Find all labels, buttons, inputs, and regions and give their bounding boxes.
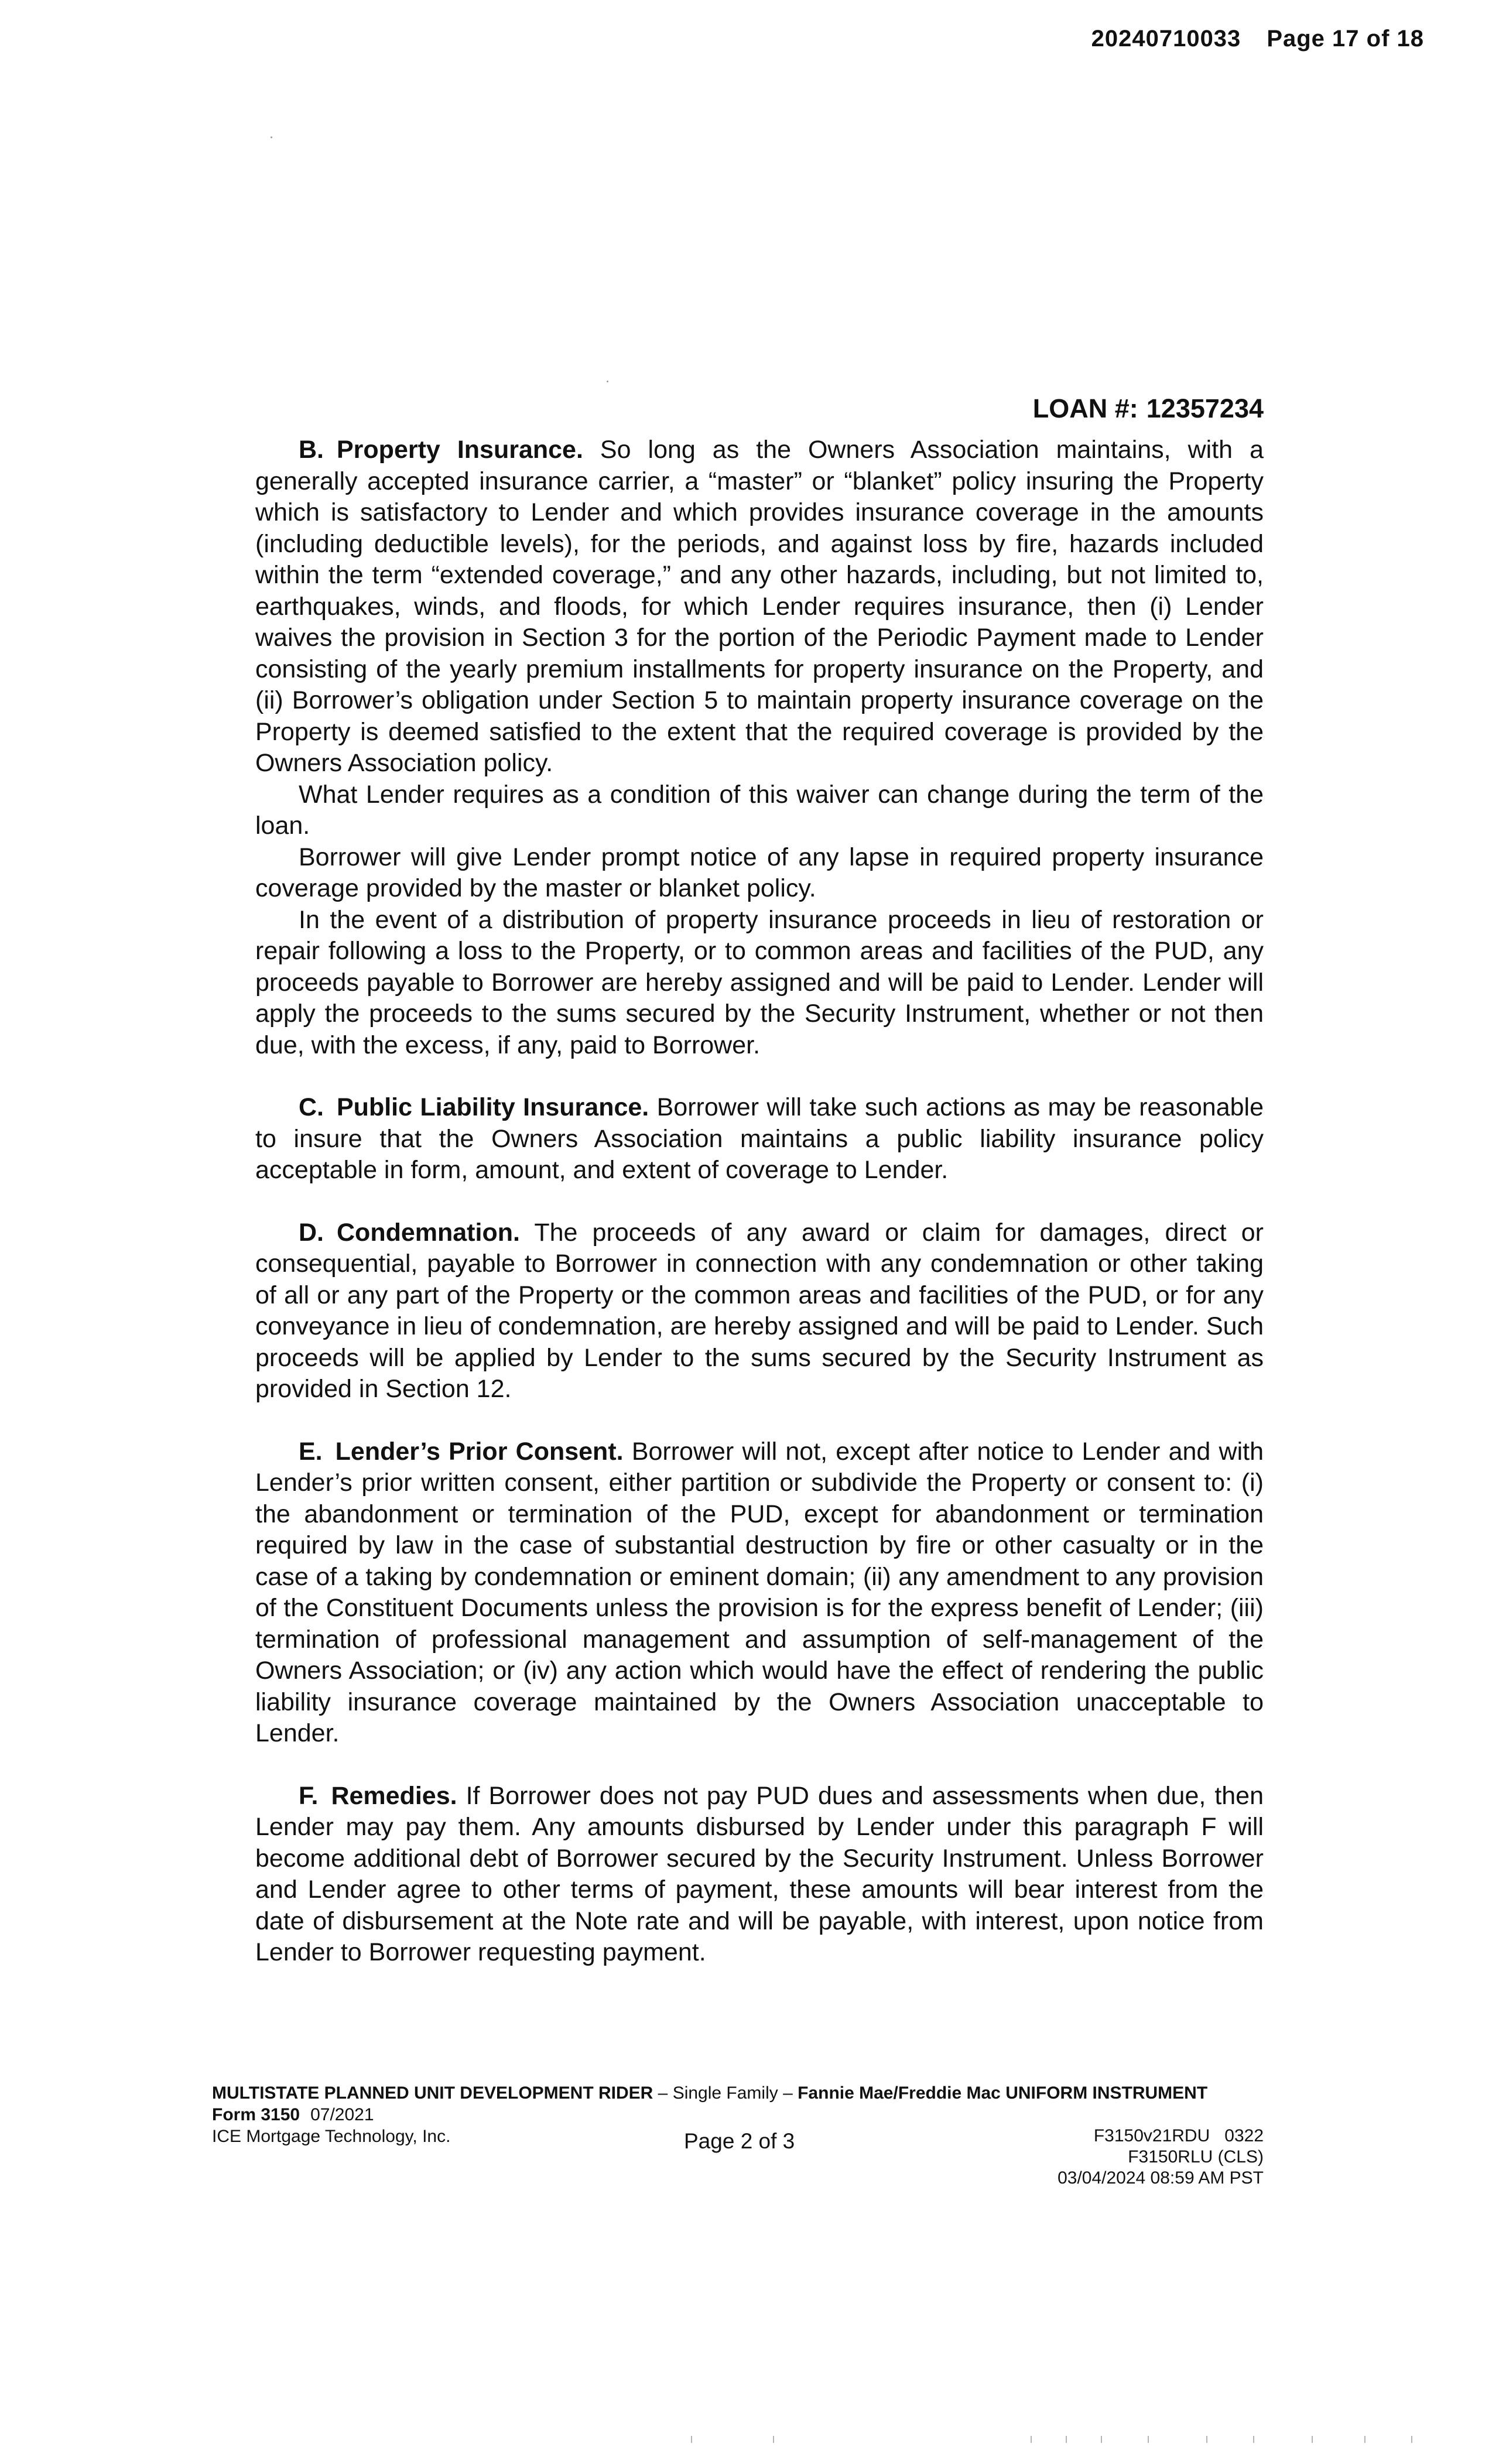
footer-title-family: Single Family — [672, 2083, 778, 2103]
section-text: So long as the Owners Association maintains, with a generally accepted insurance carrier, a “master” or “blanket” policy insuring the Property which is satisfactory to Lender and which provides insurance coverage in the amounts (including deductible levels), for the periods, and against loss by fire, hazards included within the term “extended coverage,” and any other hazards, including, but not limited to, earthquakes, winds, and floods, for which Lender requires insurance, then (i) Lender waives the provision in Section 3 for the portion of the Periodic Payment made to Lender consisting of the yearly premium installments for property insurance on the Property, and (ii) Borrower’s obligation under Section 5 to maintain property insurance coverage on the Property is deemed satisfied to the extent that the required coverage is provided by the Owners Association policy. — [255, 436, 1264, 777]
section-b-paragraph-4: In the event of a distribution of property insurance proceeds in lieu of restoration or repair following a loss to the Property, or to common areas and facilities of the PUD, any proceeds payable to Borrower are hereby assigned and will be paid to Lender. Lender will apply the proceeds to the sums secured by the Security Instrument, whether or not then due, with the excess, if any, paid to Borrower. — [255, 905, 1264, 1059]
footer-code-2: F3150RLU (CLS) — [1128, 2147, 1264, 2167]
footer-form-line — [212, 2104, 1264, 2126]
section-letter: C. — [299, 1093, 324, 1121]
section-letter: F. — [299, 1781, 319, 1810]
section-text: Borrower will take such actions as may be reasonable to insure that the Owners Association maintains a public liability insurance policy acceptable in form, amount, and extent of coverage to Lender. — [255, 1093, 1264, 1184]
footer-title — [212, 2082, 1264, 2104]
recording-header — [1091, 26, 1424, 52]
section-f-remedies — [255, 1781, 1264, 1969]
section-b-paragraph-2: What Lender requires as a condition of this waiver can change during the term of the loan. — [255, 780, 1264, 840]
loan-number — [1033, 393, 1264, 424]
section-d-condemnation — [255, 1217, 1264, 1405]
loan-number-label: LOAN #: — [1032, 393, 1138, 423]
section-heading: Condemnation. — [337, 1218, 520, 1247]
footer-timestamp: 03/04/2024 08:59 AM PST — [1057, 2168, 1264, 2188]
form-footer — [212, 2082, 1264, 2188]
section-heading: Property Insurance. — [337, 436, 583, 464]
section-text: If Borrower does not pay PUD dues and assessments when due, then Lender may pay them. Any amounts disbursed by Lender under this paragraph F will become additional debt of Borrower secured by the Security Instrument. Unless Borrower and Lender agree to other terms of payment, these amounts will bear interest from the date of disbursement at the Note rate and will be payable, with interest, upon notice from Lender to Borrower requesting payment. — [255, 1781, 1264, 1966]
section-c-public-liability-insurance — [255, 1092, 1264, 1186]
section-b-paragraph-3: Borrower will give Lender prompt notice of any lapse in required property insurance coverage provided by the master or blanket policy. — [255, 843, 1264, 902]
scan-speck — [271, 136, 272, 138]
footer-bottom-row — [212, 2126, 1264, 2188]
footer-page-number: Page 2 of 3 — [684, 2129, 795, 2153]
section-letter: D. — [299, 1218, 324, 1247]
footer-code-1: F3150v21RDU 0322 — [1093, 2126, 1264, 2145]
rider-body — [255, 434, 1264, 1969]
section-heading: Lender’s Prior Consent. — [335, 1437, 624, 1466]
section-heading: Remedies. — [331, 1781, 457, 1810]
recording-number: 20240710033 — [1091, 26, 1241, 52]
section-letter: E. — [299, 1437, 323, 1466]
footer-title-separator: – — [653, 2083, 673, 2103]
footer-title-separator: – — [778, 2083, 798, 2103]
scan-edge-marks — [691, 2436, 1423, 2445]
footer-form-codes — [1057, 2126, 1264, 2189]
section-letter: B. — [299, 436, 324, 464]
section-e-lenders-prior-consent — [255, 1436, 1264, 1750]
section-text: Borrower will not, except after notice to Lender and with Lender’s prior written consent, either partition or subdivide the Property or consent to: (i) the abandonment or termination of the PUD, except for abandonment or termination required by law in the case of substantial destruction by fire or other casualty or in the case of a taking by condemnation or eminent domain; (ii) any amendment to any provision of the Constituent Documents unless the provision is for the express benefit of Lender; (iii) termination of professional management and assumption of self-management of the Owners Association; or (iv) any action which would have the effect of rendering the public liability insurance coverage maintained by the Owners Association unacceptable to Lender. — [255, 1437, 1264, 1747]
section-text: The proceeds of any award or claim for damages, direct or consequential, payable to Borrower in connection with any condemnation or other taking of all or any part of the Property or the common areas and facilities of the PUD, or for any conveyance in lieu of condemnation, are hereby assigned and will be paid to Lender. Such proceeds will be applied by Lender to the sums secured by the Security Instrument as provided in Section 12. — [255, 1218, 1264, 1403]
scan-speck — [607, 381, 608, 382]
footer-form-number: Form 3150 — [212, 2105, 300, 2124]
footer-form-date: 07/2021 — [310, 2105, 374, 2124]
footer-title-rider: MULTISTATE PLANNED UNIT DEVELOPMENT RIDER — [212, 2083, 653, 2103]
recording-page-label: Page 17 of 18 — [1267, 26, 1424, 52]
section-heading: Public Liability Insurance. — [337, 1093, 649, 1121]
loan-number-value: 12357234 — [1146, 393, 1264, 423]
section-b-property-insurance — [255, 434, 1264, 779]
footer-title-instrument: Fannie Mae/Freddie Mac UNIFORM INSTRUMENT — [798, 2083, 1208, 2103]
footer-publisher: ICE Mortgage Technology, Inc. — [212, 2127, 451, 2146]
